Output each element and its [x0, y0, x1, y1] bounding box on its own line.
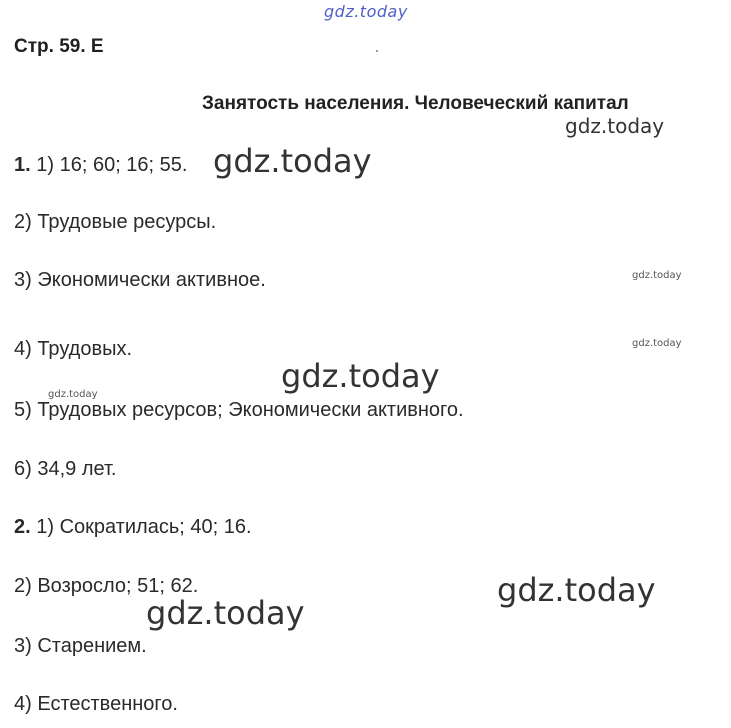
page-header: Стр. 59. Е: [14, 36, 104, 57]
watermark-small-left: gdz.today: [48, 389, 98, 400]
answer-line-4: [14, 338, 132, 361]
question-number-1: 1.: [14, 154, 31, 176]
answer-line-2: [14, 211, 216, 234]
answer-text: 6) 34,9 лет.: [14, 458, 117, 480]
answer-text: 4) Естественного.: [14, 693, 178, 715]
watermark-center: gdz.today: [281, 357, 440, 395]
watermark-title-right: gdz.today: [565, 114, 665, 138]
watermark-small-right-1: gdz.today: [632, 270, 682, 281]
answer-text: 2) Трудовые ресурсы.: [14, 211, 217, 233]
answer-text: 3) Старением.: [14, 635, 147, 657]
watermark-top: gdz.today: [324, 2, 408, 21]
watermark-left-lower: gdz.today: [146, 594, 305, 632]
answer-text: 5) Трудовых ресурсов; Экономически активного.: [14, 399, 464, 421]
watermark-small-right-2: gdz.today: [632, 338, 682, 349]
stray-dot: [376, 50, 378, 52]
answer-line-9: [14, 635, 147, 658]
answer-line-3: [14, 269, 266, 292]
answer-text: 3) Экономически активное.: [14, 269, 266, 291]
answer-text: 1) Сократилась; 40; 16.: [30, 516, 252, 538]
section-title: Занятость населения. Человеческий капитал: [202, 93, 629, 114]
answer-line-10: [14, 693, 178, 716]
answer-line-7: [14, 516, 252, 539]
answer-text: 2) Возросло; 51; 62.: [14, 575, 199, 597]
watermark-after-q1: gdz.today: [213, 142, 372, 180]
answer-text: 4) Трудовых.: [14, 338, 133, 360]
answer-line-1: [14, 154, 187, 177]
answer-line-6: [14, 458, 116, 481]
answer-line-5: [14, 399, 464, 422]
watermark-right-lower: gdz.today: [497, 571, 656, 609]
answer-text: 1) 16; 60; 16; 55.: [30, 154, 188, 176]
question-number-2: 2.: [14, 516, 31, 538]
